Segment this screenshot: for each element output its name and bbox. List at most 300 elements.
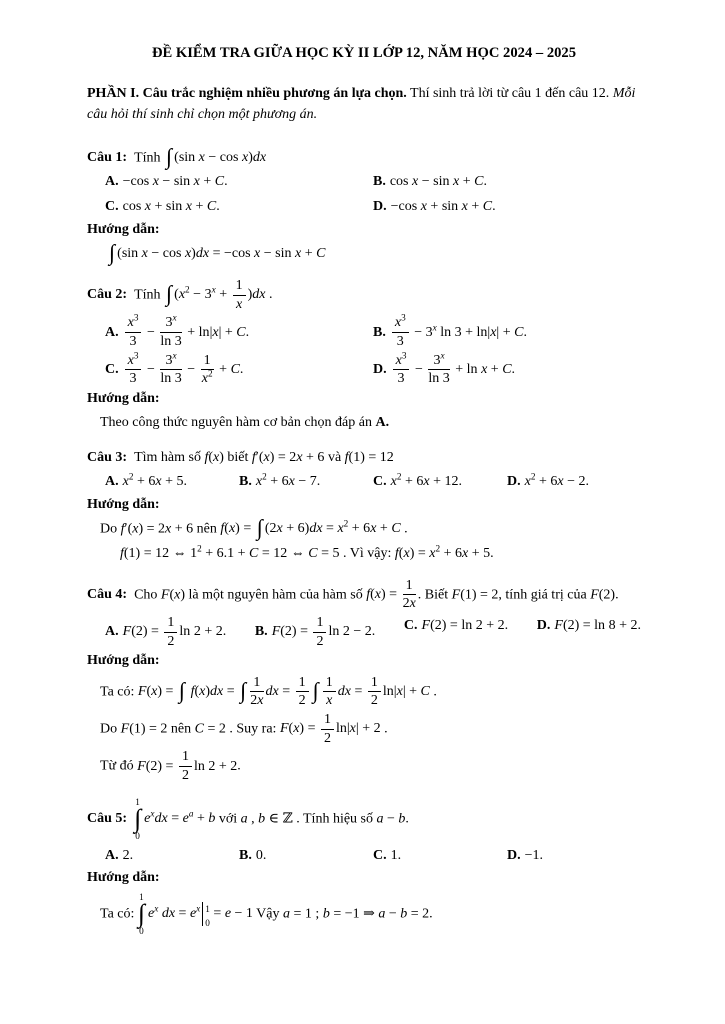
math-expression: $\frac{x^3}{3}$ − $\frac{3^x}{\ln 3}$ − $\frac{1}{x^2}$ + C. [123, 362, 244, 377]
integral-sign: ∫ [312, 677, 319, 703]
math-variable: f [251, 450, 256, 465]
superscript: 2 [262, 471, 267, 482]
question-label: Câu 3: [87, 450, 128, 465]
math-variable: x [178, 287, 186, 303]
fraction [201, 353, 214, 387]
superscript: 3 [133, 350, 139, 361]
option-d [507, 845, 641, 867]
math-expression: $x^2 + 6x - 7$. [255, 471, 321, 489]
fraction-denominator: 2 [167, 633, 175, 649]
math-variable: F [120, 721, 130, 737]
fraction [296, 675, 309, 709]
fraction-denominator [233, 296, 246, 313]
question-2 [87, 278, 641, 434]
fraction [250, 675, 263, 709]
fraction [428, 350, 450, 387]
roman-text: cos [130, 174, 150, 190]
math-variable: x [228, 521, 236, 537]
math-variable: x [390, 474, 397, 489]
eval-lower-bound: 0 [205, 918, 210, 929]
option-label: B. [373, 324, 386, 340]
math-expression: a − b [376, 811, 406, 827]
solution-line [87, 239, 641, 265]
question-label: Câu 1: [87, 150, 128, 166]
math-variable: x [462, 545, 469, 561]
roman-text: ln [476, 324, 488, 340]
option-b [239, 471, 373, 493]
superscript [196, 904, 200, 914]
math-variable: b [208, 811, 216, 827]
math-variable: dx [161, 906, 176, 922]
math-expression: a = 1 ; b = −1 ⇒ a − b = 2 [283, 906, 430, 922]
math-variable: C [206, 199, 217, 214]
question-stem: Câu 4: Cho F(x) là một nguyên hàm của hàm số f(x) = $\frac{1}{2x}$ . Biết F(1) = 2, tính giá trị của F(2). [87, 577, 619, 612]
answer-key-bold: A. [375, 415, 390, 431]
math-variable: x [337, 521, 344, 537]
roman-text: ln [179, 624, 191, 640]
options-group [87, 171, 641, 217]
math-expression: F(2) = ln 2 + 2. [421, 618, 509, 634]
fraction-numerator: 1 [179, 749, 192, 767]
math-variable: x [432, 322, 437, 333]
fraction [160, 312, 182, 349]
math-variable: C [514, 324, 524, 340]
question-stem: Câu 2: Tính ∫ ($x^2 - 3^x$ + $\frac{1}{x}$ )dx . [87, 277, 273, 312]
fraction-denominator: 2 [181, 768, 189, 784]
math-variable: x [199, 684, 206, 700]
math-expression: F(2) = ln 8 + 2. [554, 618, 641, 634]
bounded-integral [138, 892, 145, 937]
math-variable: f [190, 684, 195, 700]
math-variable: x [403, 545, 410, 561]
math-variable: x [154, 903, 159, 914]
fraction-denominator: ln 3 [160, 334, 182, 349]
fraction-numerator: 1 [296, 675, 309, 693]
math-variable: x [201, 371, 208, 387]
option-label: A. [105, 324, 119, 340]
fraction [164, 615, 177, 649]
fraction [393, 350, 410, 387]
option-c [105, 350, 373, 387]
option-label: D. [373, 199, 387, 214]
math-expression: a , b ∈ ℤ [240, 811, 293, 827]
math-variable: x [184, 246, 192, 262]
math-variable: a [376, 811, 384, 827]
math-variable: x [293, 721, 300, 737]
option-label: D. [507, 474, 521, 489]
math-variable: C [474, 174, 484, 190]
solution-line: Do f′(x) = 2x + 6 nên f(x) = ∫ $(2x + 6)dx = x^2 + 6x + C$ . [100, 514, 408, 540]
option-label: D. [536, 618, 551, 634]
math-variable: x [185, 199, 192, 214]
math-variable: b [398, 811, 406, 827]
math-variable: a [188, 808, 194, 819]
math-expression: −1. [524, 847, 544, 863]
options-group [87, 615, 641, 649]
roman-text: ln [160, 334, 172, 349]
fraction-numerator: 1 [368, 675, 381, 693]
fraction [323, 675, 336, 709]
math-expression: 0. [255, 847, 267, 863]
question-5 [87, 797, 641, 937]
option-label: C. [373, 474, 387, 489]
math-variable: x [370, 521, 377, 537]
fraction [125, 350, 142, 387]
math-expression: f′(x) = 2x + 6 [120, 521, 194, 537]
math-expression: F(x) = ∫ f(x)dx = ∫ $\frac{1}{2x}$ dx = $\frac{1}{2}$ ∫ $\frac{1}{x}$ dx = $\frac{1}{2}$ ln|x| + C [137, 674, 430, 709]
exam-title: ĐỀ KIỂM TRA GIỮA HỌC KỲ II LỚP 12, NĂM HỌC 2024 – 2025 [151, 45, 577, 61]
fraction-numerator: 1 [323, 675, 336, 693]
math-variable: x [423, 474, 430, 489]
option-label: B. [254, 624, 268, 640]
math-variable: x [409, 596, 416, 612]
math-variable: x [198, 150, 205, 166]
fraction-numerator [393, 350, 410, 371]
superscript: 2 [435, 543, 441, 554]
option-label: D. [507, 847, 521, 863]
option-a [105, 312, 373, 349]
fraction [392, 312, 409, 349]
fraction [321, 712, 334, 746]
fraction-numerator: 3$^x$ [428, 353, 449, 371]
math-expression: −cos x + sin x + C. [390, 199, 496, 214]
option-label: C. [403, 618, 418, 634]
math-variable: x [490, 324, 497, 340]
fraction-numerator: 1 [201, 353, 214, 371]
fraction-numerator [125, 312, 142, 333]
fraction-numerator: 3$^x$ [160, 315, 181, 333]
math-variable: F [271, 624, 281, 640]
math-expression: f(x) = $\frac{1}{2x}$ [366, 577, 416, 612]
solution-line: Từ đó F(2) = $\frac{1}{2}$ ln 2 + 2. [100, 749, 241, 784]
math-variable: F [554, 618, 563, 634]
option-c [404, 615, 508, 649]
bounded-integral [134, 797, 141, 842]
option-b [373, 312, 641, 349]
math-variable: dx [252, 287, 266, 303]
math-expression: 2. [122, 847, 134, 863]
math-variable: C [420, 684, 430, 700]
roman-text: sin [178, 150, 196, 166]
math-variable: f [204, 450, 209, 465]
roman-text: ln [193, 758, 205, 774]
integral-upper-bound: 1 [135, 796, 140, 807]
option-label: B. [373, 174, 386, 190]
math-variable: dx [309, 521, 323, 537]
fraction-numerator [392, 312, 409, 333]
fraction-numerator: 1 [250, 675, 263, 693]
fraction-denominator: 2 [370, 693, 378, 709]
integral-sign: ∫ [137, 898, 145, 928]
part-1-heading [87, 83, 641, 125]
superscript: 3 [401, 312, 406, 323]
math-variable: x [440, 350, 445, 361]
fraction-denominator: 3 [129, 334, 137, 349]
math-variable: x [296, 450, 303, 465]
math-variable: x [374, 587, 381, 603]
integral-sign: ∫ [178, 677, 186, 703]
roman-text: ln [160, 371, 172, 387]
math-variable: x [150, 808, 155, 819]
math-variable: x [196, 903, 201, 914]
math-variable: x [420, 199, 427, 214]
superscript [173, 350, 177, 360]
eval-upper-bound: 1 [205, 904, 210, 915]
math-variable: e [189, 906, 197, 922]
math-variable: x [151, 684, 158, 700]
option-label: A. [105, 474, 119, 489]
roman-text: cos [122, 199, 142, 214]
question-label: Câu 5: [87, 811, 128, 827]
math-expression: cos x + sin x + C. [122, 199, 220, 214]
math-variable: x [132, 521, 139, 537]
integral-lower-bound: 0 [139, 926, 144, 937]
math-expression: $x^2 + 6x + 5$. [122, 471, 187, 489]
math-expression: 1. [390, 847, 402, 863]
fraction-numerator: 1 [164, 615, 177, 633]
math-variable: x [255, 474, 263, 489]
roman-text: sin [173, 174, 191, 190]
math-variable: x [241, 150, 249, 166]
math-variable: F [160, 587, 170, 603]
fraction [368, 675, 381, 709]
option-label: D. [373, 362, 387, 378]
fraction [125, 312, 142, 349]
math-variable: f [120, 545, 124, 561]
fraction-numerator: 1 [403, 578, 416, 596]
math-expression: $f(x) = x^2 + 6x + 5$ [394, 543, 491, 561]
math-variable: f [394, 545, 399, 561]
math-variable: C [502, 362, 512, 378]
roman-text: sin [121, 246, 139, 262]
math-variable: x [127, 352, 134, 368]
math-variable: x [263, 450, 270, 465]
math-variable: f [120, 521, 125, 537]
fraction [403, 578, 416, 612]
math-variable: x [481, 362, 488, 378]
math-variable: x [174, 587, 181, 603]
superscript [433, 322, 437, 332]
option-label: C. [373, 847, 387, 863]
roman-text: sin [433, 174, 450, 190]
integral-upper-bound: 1 [139, 891, 144, 902]
fraction-denominator: 3 [397, 371, 405, 387]
fraction-denominator: 2 [316, 633, 324, 649]
question-stem: Câu 3: Tìm hàm số f(x) biết f′(x) = 2x + 6 và f(1) = 12 [87, 450, 394, 465]
math-variable: x [211, 284, 216, 295]
integral-sign: ∫ [166, 144, 173, 169]
fraction-numerator: 1 [313, 615, 326, 633]
math-expression: $\frac{x^3}{3}$ − $\frac{3^x}{\ln 3}$ + ln|x| + C. [123, 325, 250, 340]
solution-heading: Hướng dẫn: [87, 496, 160, 512]
math-variable: b [258, 811, 266, 827]
math-variable: e [148, 906, 155, 922]
option-label: B. [239, 474, 252, 489]
math-variable: dx [252, 150, 267, 166]
math-variable: f [366, 587, 371, 603]
option-label: B. [239, 847, 252, 863]
option-d [373, 196, 641, 218]
math-expression: F(x) = $\frac{1}{2}$ ln|x| + 2 [279, 712, 381, 746]
superscript: 2 [343, 518, 349, 529]
roman-text: cos [162, 246, 182, 262]
superscript: 3 [401, 350, 407, 361]
roman-text: cos [398, 199, 418, 214]
math-variable: x [172, 312, 177, 323]
math-variable: x [141, 246, 148, 262]
fraction-denominator: ln 3 [428, 371, 450, 387]
math-variable: f [344, 450, 349, 465]
math-variable: x [276, 521, 283, 537]
math-variable: e [182, 811, 189, 827]
math-expression: f(x) [204, 450, 224, 465]
solution-line: Ta có: 1 ∫ 0 $e^x$ dx = $e^x$ 1 0 = e − 1 Vậy a = 1 ; b = −1 ⇒ a − b = 2. [100, 891, 433, 937]
option-b [255, 615, 375, 649]
solution-heading: Hướng dẫn: [87, 653, 160, 669]
math-expression: f(x) = ∫ $(2x + 6)dx = x^2 + 6x + C$ [220, 514, 401, 540]
math-expression: F(2) = $\frac{1}{2}$ ln 2 + 2. [122, 615, 227, 649]
math-variable: C [391, 521, 401, 537]
evaluation-bar [202, 902, 210, 929]
math-expression: C = 2 [194, 721, 226, 737]
math-variable: x [155, 474, 162, 489]
option-b [373, 171, 641, 193]
integral-lower-bound: 0 [135, 831, 140, 842]
math-expression: 1 ∫ 0 $e^x$ dx = $e^x$ 1 0 = e − 1 [137, 891, 253, 937]
option-label: A. [105, 847, 119, 863]
option-d [373, 350, 641, 387]
math-expression: cos x − sin x + C. [389, 174, 487, 190]
math-variable: x [412, 174, 419, 190]
math-variable: x [396, 684, 403, 700]
solution-line: Theo công thức nguyên hàm cơ bản chọn đáp án A. [100, 415, 390, 431]
math-expression: $\frac{x^3}{3}$ − $\frac{3^x}{\ln 3}$ + ln x + C. [391, 362, 515, 377]
option-c [373, 471, 507, 493]
math-variable: x [144, 199, 152, 214]
math-variable: F [451, 587, 461, 603]
fraction-denominator: 2x [402, 596, 416, 612]
math-variable: x [288, 474, 295, 489]
option-c [373, 845, 507, 867]
math-variable: x [172, 350, 177, 361]
math-variable: F [122, 624, 132, 640]
math-variable: C [236, 324, 246, 340]
math-expression: F(1) = 2 [451, 587, 499, 603]
option-label: A. [105, 174, 119, 190]
option-label: A. [105, 624, 119, 640]
part-1-instructions-italic: Mỗi câu hỏi thí sinh chỉ chọn một phương án. [87, 86, 636, 122]
question-label: Câu 4: [87, 587, 128, 603]
math-variable: e [224, 906, 232, 922]
questions-list [87, 144, 641, 937]
math-variable: x [524, 474, 531, 489]
superscript: 2 [207, 368, 213, 379]
question-4 [87, 578, 641, 784]
math-variable: a [283, 906, 291, 922]
fraction-denominator: ln 3 [160, 371, 182, 387]
part-1-heading-bold: PHẦN I. Câu trắc nghiệm nhiều phương án lựa chọn. [87, 86, 407, 101]
superscript [189, 809, 194, 819]
superscript [154, 904, 158, 914]
math-variable: F [590, 587, 599, 603]
math-variable: dx [265, 684, 279, 700]
math-expression: F(x) [160, 587, 186, 603]
roman-text: ln [382, 684, 394, 700]
roman-text: ln [328, 624, 340, 640]
math-variable: C [249, 545, 259, 561]
math-variable: F [137, 758, 146, 774]
superscript: 2 [128, 471, 134, 482]
fraction-numerator: 1 [233, 278, 246, 296]
integral-sign: ∫ [240, 677, 247, 703]
math-variable: dx [154, 811, 168, 827]
fraction-numerator [125, 350, 142, 371]
fraction-denominator: 3 [396, 334, 404, 349]
math-variable: C [316, 246, 326, 262]
math-variable: x [394, 315, 402, 331]
fraction [160, 350, 182, 387]
option-label: C. [105, 199, 119, 214]
integral-sign: ∫ [134, 803, 142, 833]
option-b [239, 845, 373, 867]
math-expression: F(2) = $\frac{1}{2}$ ln 2 + 2 [137, 749, 238, 784]
math-expression: f′(x) = 2x + 6 [251, 450, 325, 465]
roman-text: cos [219, 150, 239, 166]
fraction-denominator: 2 [298, 693, 306, 709]
math-variable: x [235, 296, 243, 312]
superscript [212, 285, 216, 295]
math-expression: $\frac{x^3}{3}$ − $3^x$ ln 3 + ln|x| + C. [390, 325, 527, 340]
math-variable: x [127, 315, 134, 331]
roman-text: ln [440, 324, 452, 340]
roman-text: sin [275, 246, 292, 262]
math-variable: F [279, 721, 289, 737]
math-expression: 1 ∫ 0 $e^xdx = e^a + b$ [134, 796, 216, 842]
math-variable: a [240, 811, 248, 827]
options-group [87, 471, 641, 493]
options-group [87, 312, 641, 387]
roman-text: sin [165, 199, 183, 214]
roman-text: ln [198, 324, 210, 340]
math-variable: f [220, 521, 225, 537]
math-variable: x [452, 174, 460, 190]
math-variable: x [349, 721, 356, 737]
roman-text: ln [335, 721, 347, 737]
math-expression: F(2) = $\frac{1}{2}$ ln 2 − 2. [271, 615, 376, 649]
math-variable: F [421, 618, 431, 634]
question-stem: Câu 1: Tính ∫ (sin x − cos x)dx [87, 144, 267, 169]
math-variable: dx [195, 246, 210, 262]
fraction-denominator: 2x [250, 693, 264, 709]
superscript: 2 [530, 471, 536, 482]
math-variable: b [322, 906, 330, 922]
roman-text: sin [441, 199, 459, 214]
roman-text: ln [428, 371, 440, 387]
superscript [173, 313, 177, 323]
math-variable: x [165, 521, 172, 537]
solution-line: Do F(1) = 2 nên C = 2 . Suy ra: F(x) = $\frac{1}{2}$ ln|x| + 2 . [100, 712, 388, 746]
options-group [87, 845, 641, 867]
math-variable: C [482, 199, 493, 214]
math-expression: $x^2 + 6x - 2$. [524, 471, 589, 489]
math-expression: ∫ ($x^2 - 3^x$ + $\frac{1}{x}$ )dx . [166, 277, 273, 312]
math-variable: C [194, 721, 204, 737]
roman-text: ln [466, 362, 478, 378]
roman-text: cos [231, 246, 251, 262]
solution-heading: Hướng dẫn: [87, 391, 160, 407]
math-variable: b [400, 906, 408, 922]
roman-text: cos [389, 174, 409, 190]
